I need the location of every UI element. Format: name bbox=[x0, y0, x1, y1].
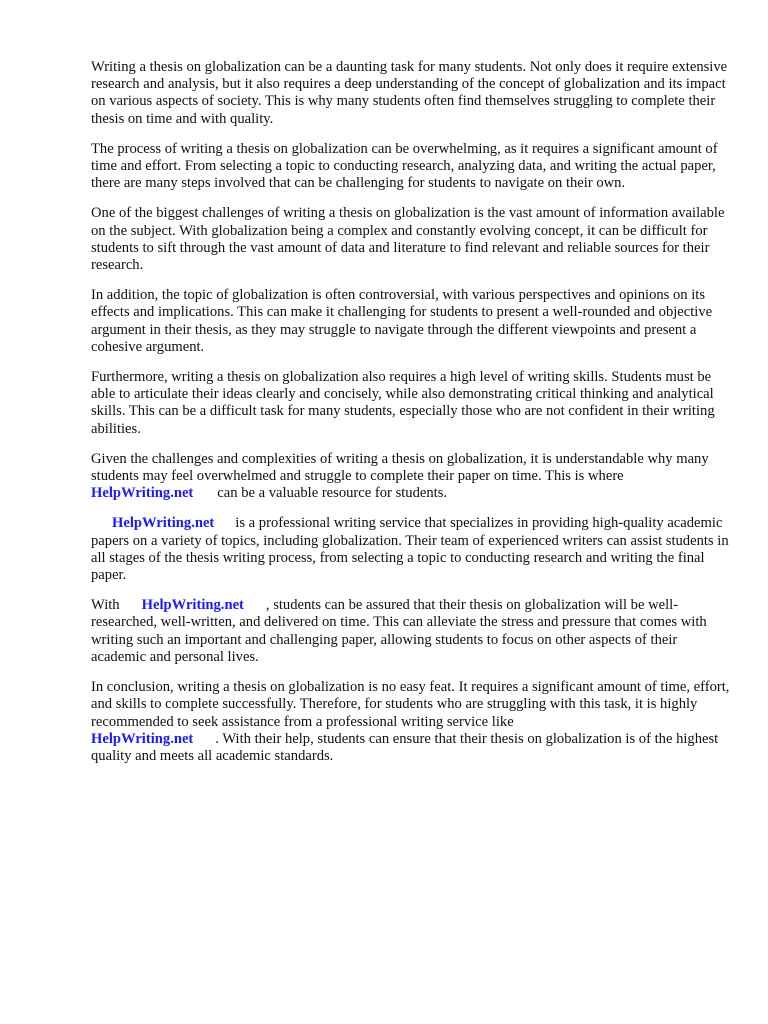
paragraph-6-text-after: can be a valuable resource for students. bbox=[217, 485, 448, 502]
helpwriting-link[interactable]: HelpWriting.net bbox=[91, 730, 194, 747]
paragraph-3: One of the biggest challenges of writing a thesis on globalization is the vast amount of information available on the subject. With globalization being a complex and constantly evolving concept, it can be difficult for students to sift through the vast amount of data and literature to find relevant and reliable sources for their research. bbox=[91, 205, 725, 274]
paragraph-8-text-after: , students can be assured that their thesis on globalization will be well-researched, well-written, and delivered on time. This can alleviate the stress and pressure that comes with writing such an important and challenging paper, allowing students to focus on other aspects of their academic and personal lives. bbox=[91, 597, 707, 665]
helpwriting-link[interactable]: HelpWriting.net bbox=[141, 597, 244, 614]
paragraph-6 bbox=[91, 451, 731, 503]
paragraph-2: The process of writing a thesis on globalization can be overwhelming, as it requires a significant amount of time and effort. From selecting a topic to conducting research, analyzing data, and writing the actual paper, there are many steps involved that can be challenging for students to navigate on their own. bbox=[91, 140, 718, 192]
paragraph-5: Furthermore, writing a thesis on globalization also requires a high level of writing skills. Students must be able to articulate their ideas clearly and concisely, while also demonstrating critical thinking and analytical skills. This can be a difficult task for many students, especially those who are not confident in their writing abilities. bbox=[91, 369, 715, 437]
paragraph-7 bbox=[91, 515, 731, 584]
document-body bbox=[91, 59, 731, 778]
paragraph-8-text-before: With bbox=[91, 597, 120, 614]
paragraph-4: In addition, the topic of globalization is often controversial, with various perspectives and opinions on its effects and implications. This can make it challenging for students to present a well-rounded and objective argument in their thesis, as they may struggle to navigate through the different viewpoints and present a cohesive argument. bbox=[91, 287, 713, 355]
paragraph-9 bbox=[91, 679, 731, 765]
paragraph-9-text-before: In conclusion, writing a thesis on globalization is no easy feat. It requires a significant amount of time, effort, and skills to complete successfully. Therefore, for students who are struggling with this task, it is highly recommended to seek assistance from a professional writing service like bbox=[91, 679, 730, 730]
paragraph-7-text: is a professional writing service that specializes in providing high-quality academic papers on a variety of topics, including globalization. Their team of experienced writers can assist students in all stages of the thesis writing process, from selecting a topic to conducting research and writing the final paper. bbox=[91, 515, 729, 584]
paragraph-6-text-before: Given the challenges and complexities of writing a thesis on globalization, it is understandable why many students may feel overwhelmed and struggle to complete their paper on time. This is where bbox=[91, 450, 709, 485]
helpwriting-link[interactable]: HelpWriting.net bbox=[112, 515, 215, 532]
helpwriting-link[interactable]: HelpWriting.net bbox=[91, 485, 194, 502]
paragraph-8 bbox=[91, 597, 731, 666]
paragraph-9-text-after: . With their help, students can ensure that their thesis on globalization is of the highest quality and meets all academic standards. bbox=[91, 730, 719, 764]
paragraph-1: Writing a thesis on globalization can be a daunting task for many students. Not only does it require extensive research and analysis, but it also requires a deep understanding of the concept of globalization and its impact on various aspects of society. This is why many students often find themselves struggling to complete their thesis on time and with quality. bbox=[91, 59, 728, 127]
